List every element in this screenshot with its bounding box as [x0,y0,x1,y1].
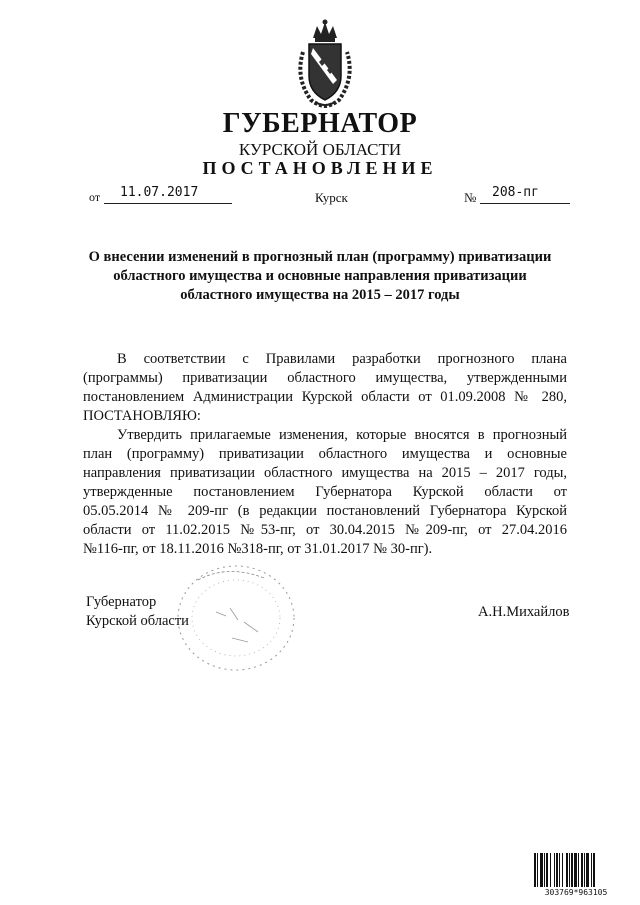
number-underline [480,203,570,204]
region-subtitle: КУРСКОЙ ОБЛАСТИ [238,140,402,159]
coat-of-arms-emblem [293,18,357,108]
paragraph-line: В соответствии с Правилами разработки прогнозного плана [117,351,567,367]
paragraph-line: №116-пг, от 18.11.2016 №318-пг, от 31.01.2017 № 30-пг). [83,541,433,557]
subject-line: областного имущества и основные направления приватизации [113,268,527,284]
signatory-position [86,593,189,631]
body-paragraph-1 [83,350,567,426]
paragraph-line: постановлением Администрации Курской области от 01.09.2008 № 280, [83,389,567,405]
city-name: Курск [315,190,348,205]
decree-number: 208-пг [492,185,539,200]
paragraph-line: Утвердить прилагаемые изменения, которые вносятся в прогнозный [117,427,567,443]
paragraph-line: (программы) приватизации областного имущества, утвержденными [83,370,567,386]
decree-date: 11.07.2017 [120,185,199,200]
paragraph-line: 05.05.2014 № 209-пг (в редакции постановлений Губернатора Курской [83,503,567,519]
decree-subject [60,248,580,305]
barcode-number: 303769*963105 [544,888,608,897]
position-line: Курской области [86,613,189,629]
position-line: Губернатор [86,594,157,610]
paragraph-line: направления приватизации областного имущества на 2015 – 2017 годы, [83,465,567,481]
signatory-name: А.Н.Михайлов [478,604,570,620]
paragraph-line: утвержденные постановлением Губернатора Курской области от [83,484,567,500]
date-prefix: от [89,190,101,204]
body-paragraph-2 [83,426,567,559]
barcode [533,853,619,897]
subject-line: областного имущества на 2015 – 2017 годы [180,287,460,303]
date-underline [104,203,232,204]
governor-title: ГУБЕРНАТОР [222,108,418,139]
paragraph-line: план (программу) приватизации областного имущества и основные [83,446,567,462]
paragraph-line: области от 11.02.2015 №53-пг, от 30.04.2015 №209-пг, от 27.04.2016 [83,522,567,538]
decree-type: ПОСТАНОВЛЕНИЕ [202,158,438,178]
paragraph-line: ПОСТАНОВЛЯЮ: [83,408,201,424]
number-prefix: № [464,190,477,205]
subject-line: О внесении изменений в прогнозный план (программу) приватизации [88,249,552,265]
